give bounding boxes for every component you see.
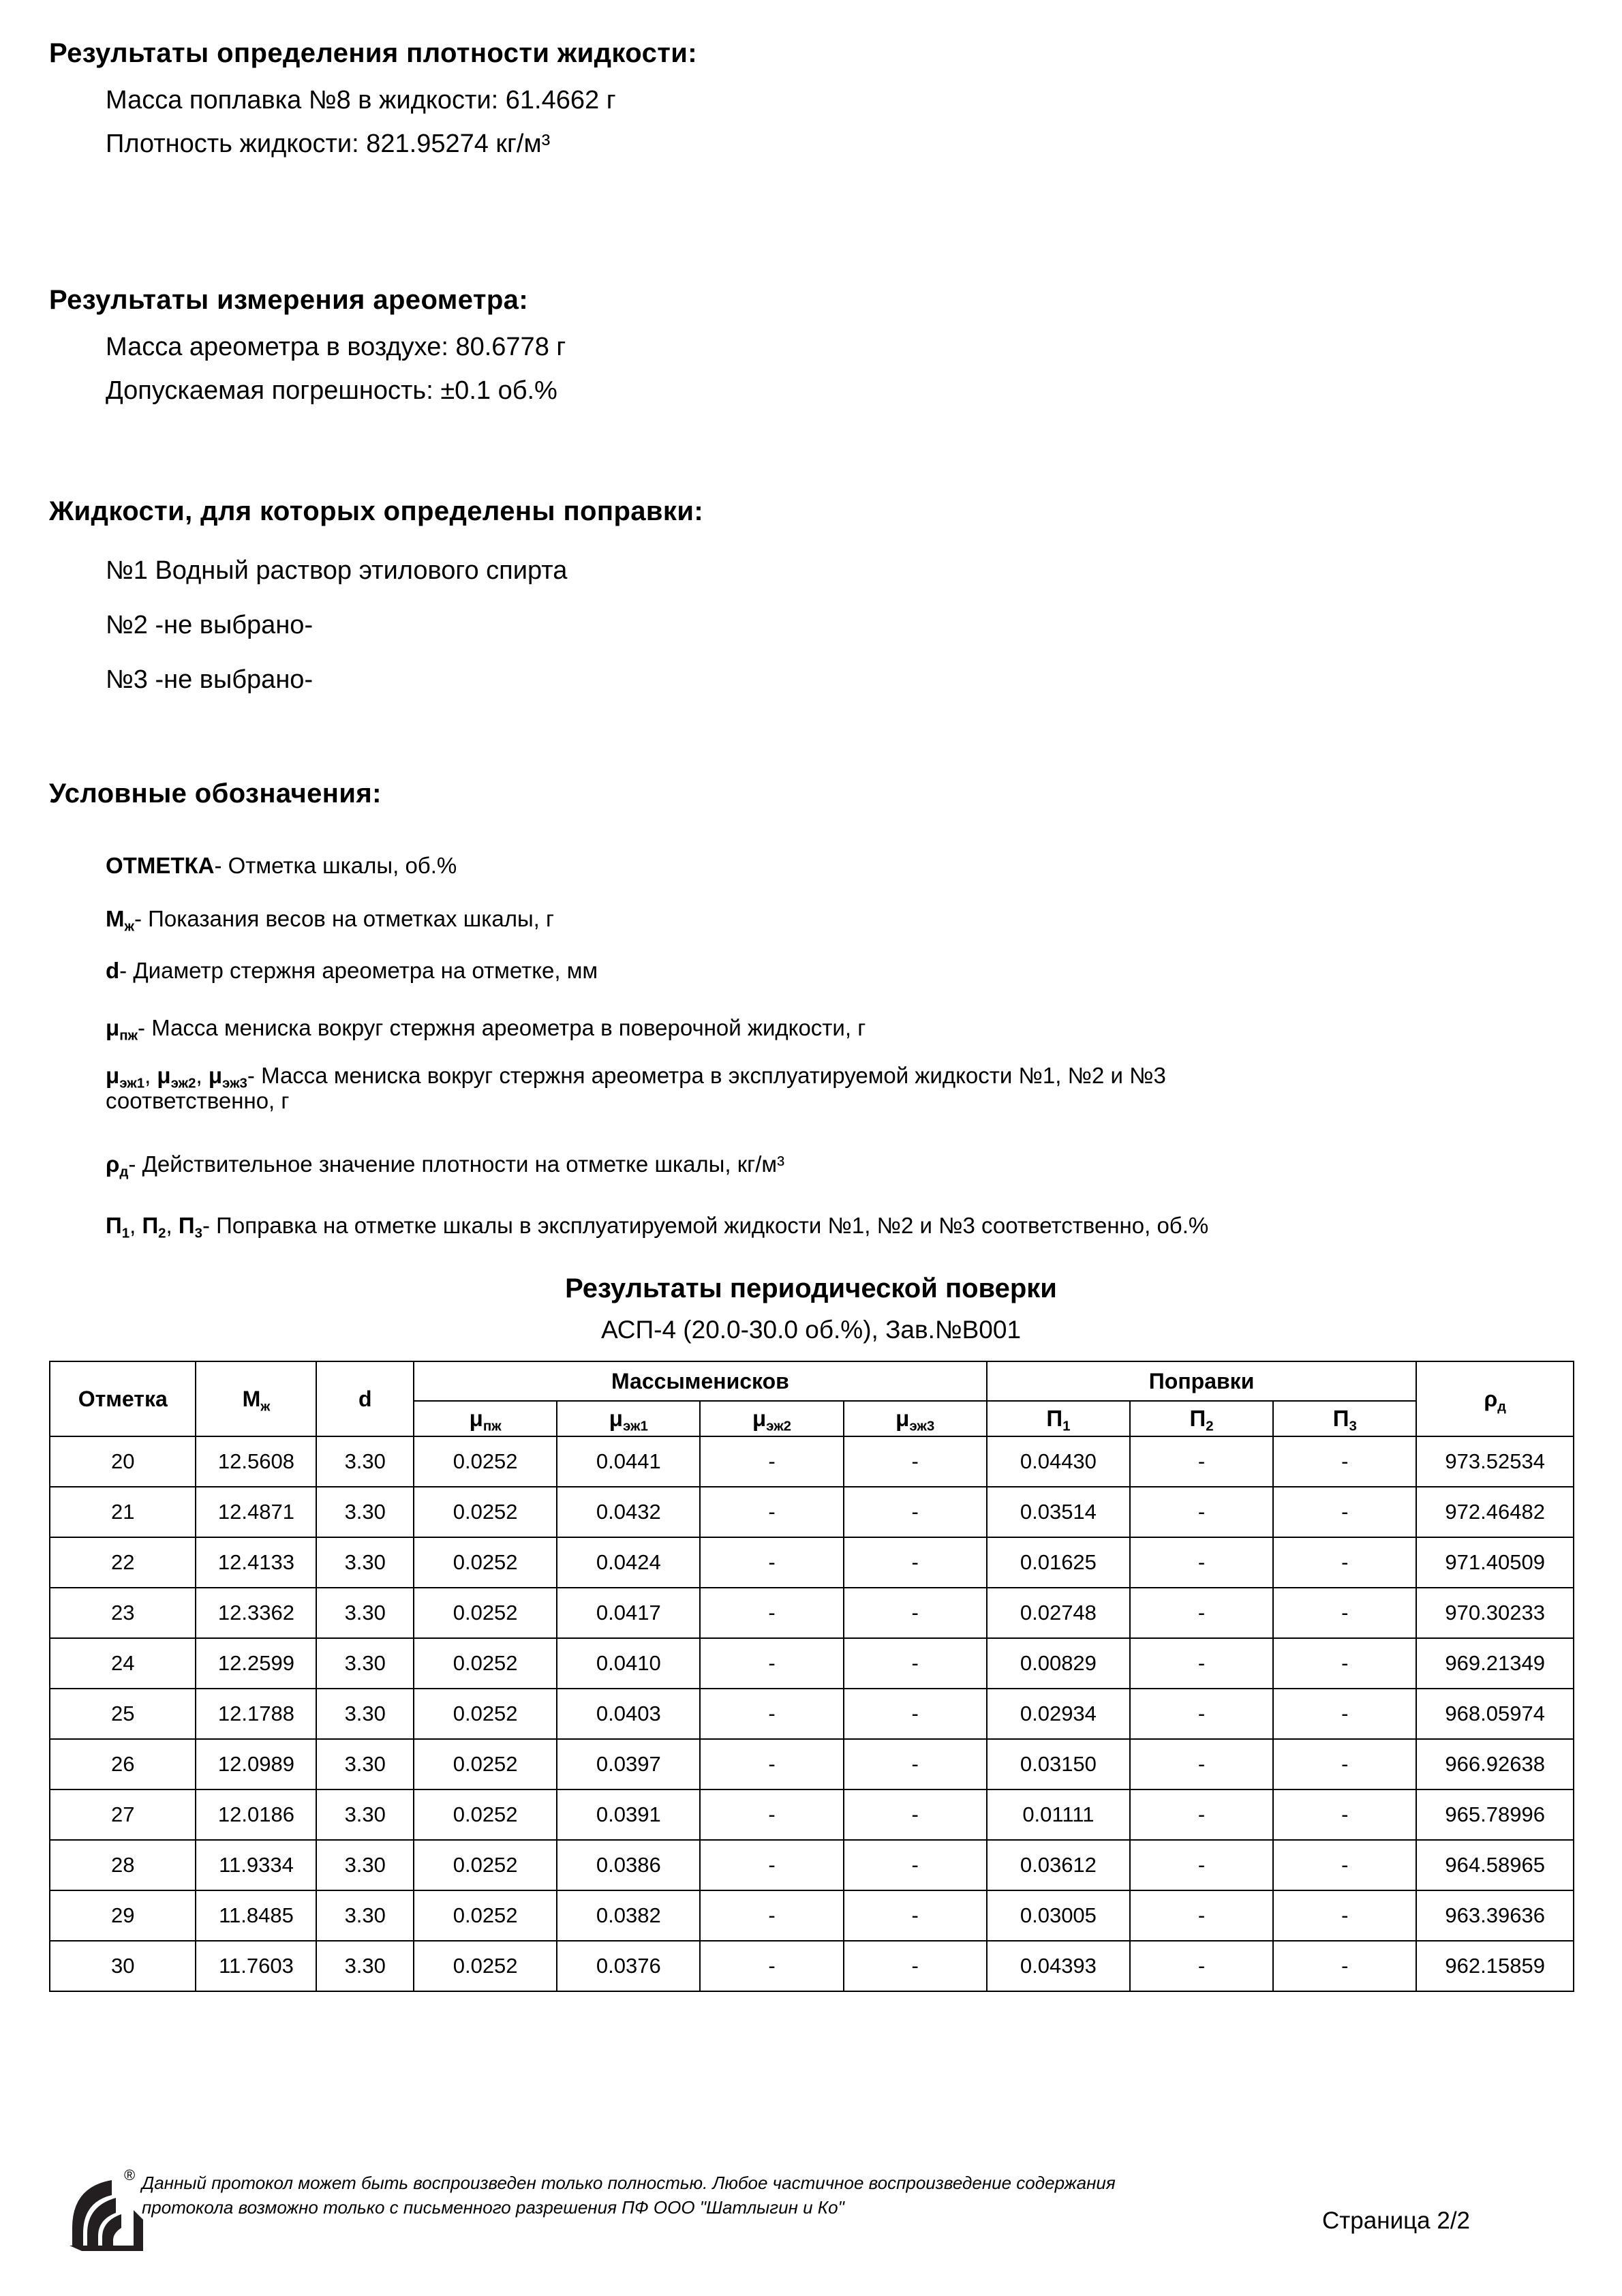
liquids-section-title: Жидкости, для которых определены поправки: [49, 496, 704, 526]
table-cell: 3.30 [316, 1487, 414, 1537]
table-cell: - [1130, 1789, 1273, 1840]
table-cell: 22 [50, 1537, 196, 1588]
table-cell: 0.0424 [557, 1537, 700, 1588]
table-cell: - [844, 1537, 987, 1588]
table-cell: 11.7603 [196, 1941, 316, 1991]
table-cell: 0.0410 [557, 1638, 700, 1689]
notation-symbol-otmetka: ОТМЕТКА [106, 853, 215, 878]
registered-trademark-icon: ® [124, 2166, 136, 2184]
notation-subscript-mu-ezh1: эж1 [119, 1075, 145, 1091]
notation-desc-otmetka: - Отметка шкалы, об.% [214, 853, 457, 878]
table-cell: - [1130, 1890, 1273, 1941]
notation-symbol-mu-ezh2: μ [157, 1063, 171, 1088]
table-row [50, 1689, 1574, 1739]
table-cell: 963.39636 [1416, 1890, 1574, 1941]
table-cell: - [700, 1588, 843, 1638]
table-cell: - [700, 1890, 843, 1941]
table-row [50, 1739, 1574, 1789]
table-cell: 971.40509 [1416, 1537, 1574, 1588]
table-cell: - [844, 1890, 987, 1941]
table-cell: 0.0376 [557, 1941, 700, 1991]
liquids-section [0, 496, 1622, 527]
notation-subscript-mu-pzh: пж [119, 1027, 138, 1044]
th-p3 [1273, 1401, 1416, 1436]
table-cell: - [844, 1588, 987, 1638]
th-p3-label: П [1332, 1406, 1349, 1431]
table-cell: 966.92638 [1416, 1739, 1574, 1789]
table-cell: 965.78996 [1416, 1789, 1574, 1840]
table-cell: - [844, 1689, 987, 1739]
table-cell: - [844, 1840, 987, 1890]
liquid-density-line: Плотность жидкости: 821.95274 кг/м³ [106, 130, 551, 158]
table-cell: 25 [50, 1689, 196, 1739]
table-cell: 28 [50, 1840, 196, 1890]
table-cell: - [844, 1638, 987, 1689]
table-row [50, 1436, 1574, 1487]
table-cell: 0.01111 [987, 1789, 1130, 1840]
table-cell: - [844, 1436, 987, 1487]
table-cell: 0.0252 [414, 1436, 557, 1487]
table-cell: - [1130, 1840, 1273, 1890]
liquid-item-3: №3 -не выбрано- [106, 665, 313, 694]
notation-entry-mu-ezh: $\mu_{эж1}$, $\mu_{эж2}$, $\mu_{эж3}-$ Масса мениска вокруг стержня ареометра в эксплуатируемой жидкости №1, №2 и №3 соответственно, г [0, 1063, 1622, 1114]
table-cell: - [1130, 1689, 1273, 1739]
table-cell: 0.0386 [557, 1840, 700, 1890]
density-section-title: Результаты определения плотности жидкости: [49, 38, 697, 68]
notation-desc-mzh: - Показания весов на отметках шкалы, г [134, 906, 555, 931]
table-row [50, 1537, 1574, 1588]
table-cell: 3.30 [316, 1890, 414, 1941]
table-cell: 0.0252 [414, 1941, 557, 1991]
th-mzh [196, 1361, 316, 1436]
notation-entry-mzh [0, 906, 1622, 935]
th-group-meniscus: Массыменисков [414, 1361, 987, 1401]
th-p1 [987, 1401, 1130, 1436]
table-cell: - [700, 1436, 843, 1487]
th-otmetka: Отметка [50, 1361, 196, 1436]
table-cell: - [700, 1941, 843, 1991]
table-cell: 23 [50, 1588, 196, 1638]
table-cell: 3.30 [316, 1537, 414, 1588]
table-cell: - [1130, 1436, 1273, 1487]
table-cell: 12.3362 [196, 1588, 316, 1638]
permissible-error-line: Допускаемая погрешность: ±0.1 об.% [106, 376, 557, 405]
hydrometer-mass-line: Масса ареометра в воздухе: 80.6778 г [106, 333, 566, 361]
th-mu-ezh1-sub: эж1 [622, 1418, 648, 1434]
notation-desc-d: - Диаметр стержня ареометра на отметке, мм [119, 958, 598, 983]
th-mu-ezh2 [700, 1401, 843, 1436]
table-row [50, 1789, 1574, 1840]
notation-section-title: Условные обозначения: [49, 779, 382, 809]
th-p3-sub: 3 [1349, 1418, 1357, 1434]
th-group-corrections: Поправки [987, 1361, 1417, 1401]
table-cell: 3.30 [316, 1739, 414, 1789]
table-cell: 970.30233 [1416, 1588, 1574, 1638]
table-cell: 0.02934 [987, 1689, 1130, 1739]
table-row [50, 1941, 1574, 1991]
table-cell: 3.30 [316, 1840, 414, 1890]
table-cell: 0.0252 [414, 1739, 557, 1789]
table-row [50, 1890, 1574, 1941]
th-mu-ezh3-label: μ [896, 1406, 910, 1431]
verification-results-table [49, 1361, 1574, 1992]
table-cell: 3.30 [316, 1436, 414, 1487]
table-cell: 3.30 [316, 1588, 414, 1638]
table-cell: 0.0252 [414, 1588, 557, 1638]
table-cell: 30 [50, 1941, 196, 1991]
notation-subscript-mu-ezh3: эж3 [222, 1075, 247, 1091]
liquid-item-3-row [0, 665, 1622, 695]
table-cell: 0.01625 [987, 1537, 1130, 1588]
hydrometer-section [0, 285, 1622, 316]
density-section [0, 38, 1622, 69]
table-cell: - [1273, 1941, 1416, 1991]
table-cell: - [1273, 1840, 1416, 1890]
notation-entry-otmetka [0, 854, 1622, 879]
th-mu-ezh3 [844, 1401, 987, 1436]
table-subtitle: АСП-4 (20.0-30.0 об.%), Зав.№В001 [600, 1316, 1022, 1344]
th-mu-ezh2-sub: эж2 [766, 1418, 792, 1434]
table-cell: 0.03150 [987, 1739, 1130, 1789]
notation-entry-p: $П_1$, $П_2$, $П_3-$ Поправка на отметке шкалы в эксплуатируемой жидкости №1, №2 и №3 соответственно, об.% [106, 1213, 1209, 1241]
notation-subscript-p3: 3 [194, 1225, 202, 1241]
table-cell: 12.0186 [196, 1789, 316, 1840]
table-row [50, 1588, 1574, 1638]
table-cell: 24 [50, 1638, 196, 1689]
notation-symbol-mu-pzh: μ [106, 1015, 120, 1040]
table-cell: 29 [50, 1890, 196, 1941]
table-cell: 0.0417 [557, 1588, 700, 1638]
table-cell: 12.0989 [196, 1739, 316, 1789]
table-cell: - [1273, 1739, 1416, 1789]
th-p2 [1130, 1401, 1273, 1436]
table-cell: 20 [50, 1436, 196, 1487]
liquid-item-2: №2 -не выбрано- [106, 611, 313, 639]
table-cell: 0.0252 [414, 1840, 557, 1890]
table-cell: - [1130, 1739, 1273, 1789]
th-mzh-sub: ж [260, 1398, 271, 1414]
table-cell: - [1273, 1487, 1416, 1537]
notation-symbol-mu-ezh1: μ [106, 1063, 120, 1088]
table-cell: - [1130, 1537, 1273, 1588]
table-cell: 0.04430 [987, 1436, 1130, 1487]
table-cell: - [1273, 1890, 1416, 1941]
table-cell: - [844, 1789, 987, 1840]
table-cell: 0.0432 [557, 1487, 700, 1537]
table-cell: 0.03612 [987, 1840, 1130, 1890]
table-cell: 11.8485 [196, 1890, 316, 1941]
table-cell: 3.30 [316, 1789, 414, 1840]
table-cell: 0.04393 [987, 1941, 1130, 1991]
table-cell: - [700, 1840, 843, 1890]
th-d: d [316, 1361, 414, 1436]
table-row [50, 1487, 1574, 1537]
page-number: Страница 2/2 [1322, 2207, 1471, 2234]
table-cell: 962.15859 [1416, 1941, 1574, 1991]
table-cell: 968.05974 [1416, 1689, 1574, 1739]
table-cell: - [700, 1739, 843, 1789]
table-cell: 0.0252 [414, 1487, 557, 1537]
notation-desc-mu-pzh: - Масса мениска вокруг стержня ареометра в поверочной жидкости, г [138, 1015, 866, 1040]
th-p2-label: П [1189, 1406, 1206, 1431]
th-mu-ezh3-sub: эж3 [909, 1418, 935, 1434]
table-header-group-row [50, 1361, 1574, 1401]
th-mu-ezh1-label: μ [609, 1406, 623, 1431]
th-rho-d-sub: д [1497, 1398, 1506, 1414]
notation-symbol-mu-ezh3: μ [208, 1063, 223, 1088]
table-cell: 0.03005 [987, 1890, 1130, 1941]
th-p2-sub: 2 [1206, 1418, 1214, 1434]
table-cell: - [1273, 1537, 1416, 1588]
th-p1-sub: 1 [1062, 1418, 1071, 1434]
notation-symbol-p1: П [106, 1213, 122, 1238]
liquid-item-1: №1 Водный раствор этилового спирта [106, 556, 568, 585]
th-mu-ezh2-label: μ [752, 1406, 767, 1431]
notation-desc-rho-d: - Действительное значение плотности на отметке шкалы, кг/м³ [128, 1151, 785, 1177]
table-cell: 3.30 [316, 1941, 414, 1991]
notation-subscript-rho-d: д [119, 1164, 129, 1180]
table-cell: - [1273, 1638, 1416, 1689]
th-mu-pzh [414, 1401, 557, 1436]
table-cell: 3.30 [316, 1689, 414, 1739]
table-cell: - [700, 1537, 843, 1588]
table-cell: 12.4133 [196, 1537, 316, 1588]
notation-entry-mu-pzh [0, 1015, 1622, 1044]
th-mzh-label: М [242, 1386, 261, 1411]
table-cell: 0.0252 [414, 1537, 557, 1588]
table-cell: 0.0252 [414, 1890, 557, 1941]
table-cell: - [1273, 1689, 1416, 1739]
table-cell: - [1130, 1487, 1273, 1537]
notation-symbol-mzh: М [106, 906, 125, 931]
table-cell: - [700, 1689, 843, 1739]
table-cell: - [1273, 1588, 1416, 1638]
notation-desc-p: - Поправка на отметке шкалы в эксплуатируемой жидкости №1, №2 и №3 соответственно, об.% [202, 1213, 1209, 1238]
table-cell: - [1273, 1436, 1416, 1487]
notation-subscript-mu-ezh2: эж2 [170, 1075, 196, 1091]
table-cell: 0.0252 [414, 1789, 557, 1840]
table-cell: - [1130, 1638, 1273, 1689]
table-cell: 0.03514 [987, 1487, 1130, 1537]
hydrometer-section-title: Результаты измерения ареометра: [49, 285, 529, 315]
table-cell: - [844, 1739, 987, 1789]
table-cell: 0.0441 [557, 1436, 700, 1487]
density-line-2-row [0, 130, 1622, 159]
table-cell: 21 [50, 1487, 196, 1537]
notation-symbol-p3: П [178, 1213, 195, 1238]
table-row [50, 1840, 1574, 1890]
notation-entry-rho-d [0, 1151, 1622, 1180]
table-cell: - [1273, 1789, 1416, 1840]
table-cell: 12.2599 [196, 1638, 316, 1689]
table-cell: - [844, 1487, 987, 1537]
notation-subscript-p2: 2 [158, 1225, 166, 1241]
table-cell: 26 [50, 1739, 196, 1789]
table-cell: 0.0403 [557, 1689, 700, 1739]
liquid-item-1-row [0, 556, 1622, 586]
footer-disclaimer: Данный протокол может быть воспроизведен только полностью. Любое частичное воспроизведение содержания протокола возможно только с письменного разрешения ПФ ООО "Шатлыгин и Ко" [142, 2173, 1116, 2218]
table-cell: - [700, 1789, 843, 1840]
density-line-1-row [0, 86, 1622, 115]
table-body [50, 1436, 1574, 1991]
notation-section [0, 779, 1622, 809]
th-rho-d-label: ρ [1484, 1386, 1498, 1411]
notation-symbol-p2: П [142, 1213, 159, 1238]
table-cell: 972.46482 [1416, 1487, 1574, 1537]
table-cell: 0.0252 [414, 1638, 557, 1689]
notation-desc-mu-ezh-line2: соответственно, г [106, 1087, 290, 1113]
table-cell: 0.0391 [557, 1789, 700, 1840]
table-cell: 11.9334 [196, 1840, 316, 1890]
notation-desc-mu-ezh: - Масса мениска вокруг стержня ареометра в эксплуатируемой жидкости №1, №2 и №3 [247, 1063, 1166, 1088]
table-cell: 0.0252 [414, 1689, 557, 1739]
table-cell: 12.4871 [196, 1487, 316, 1537]
th-mu-ezh1 [557, 1401, 700, 1436]
table-cell: 0.0382 [557, 1890, 700, 1941]
notation-subscript-p1: 1 [121, 1225, 130, 1241]
th-mu-pzh-label: μ [469, 1406, 483, 1431]
table-cell: 973.52534 [1416, 1436, 1574, 1487]
page-footer [0, 2166, 1622, 2296]
table-cell: - [844, 1941, 987, 1991]
table-cell: 12.1788 [196, 1689, 316, 1739]
table-cell: 3.30 [316, 1638, 414, 1689]
th-mu-pzh-sub: пж [483, 1418, 502, 1434]
th-rho-d [1416, 1361, 1574, 1436]
table-cell: 0.0397 [557, 1739, 700, 1789]
table-cell: 0.02748 [987, 1588, 1130, 1638]
table-cell: 964.58965 [1416, 1840, 1574, 1890]
table-cell: 12.5608 [196, 1436, 316, 1487]
notation-symbol-rho-d: ρ [106, 1151, 120, 1177]
notation-subscript-mzh: ж [124, 918, 134, 935]
notation-symbol-d: d [106, 958, 120, 983]
table-cell: - [1130, 1941, 1273, 1991]
table-cell: 0.00829 [987, 1638, 1130, 1689]
table-cell: 27 [50, 1789, 196, 1840]
liquid-item-2-row [0, 611, 1622, 640]
table-row [50, 1638, 1574, 1689]
float-mass-line: Масса поплавка №8 в жидкости: 61.4662 г [106, 86, 616, 115]
hydrometer-line-1-row [0, 333, 1622, 362]
table-cell: - [1130, 1588, 1273, 1638]
hydrometer-line-2-row [0, 376, 1622, 406]
notation-entry-d [0, 958, 1622, 984]
table-title: Результаты периодической поверки [565, 1273, 1057, 1303]
table-cell: - [700, 1487, 843, 1537]
th-p1-label: П [1046, 1406, 1063, 1431]
table-cell: - [700, 1638, 843, 1689]
table-cell: 969.21349 [1416, 1638, 1574, 1689]
